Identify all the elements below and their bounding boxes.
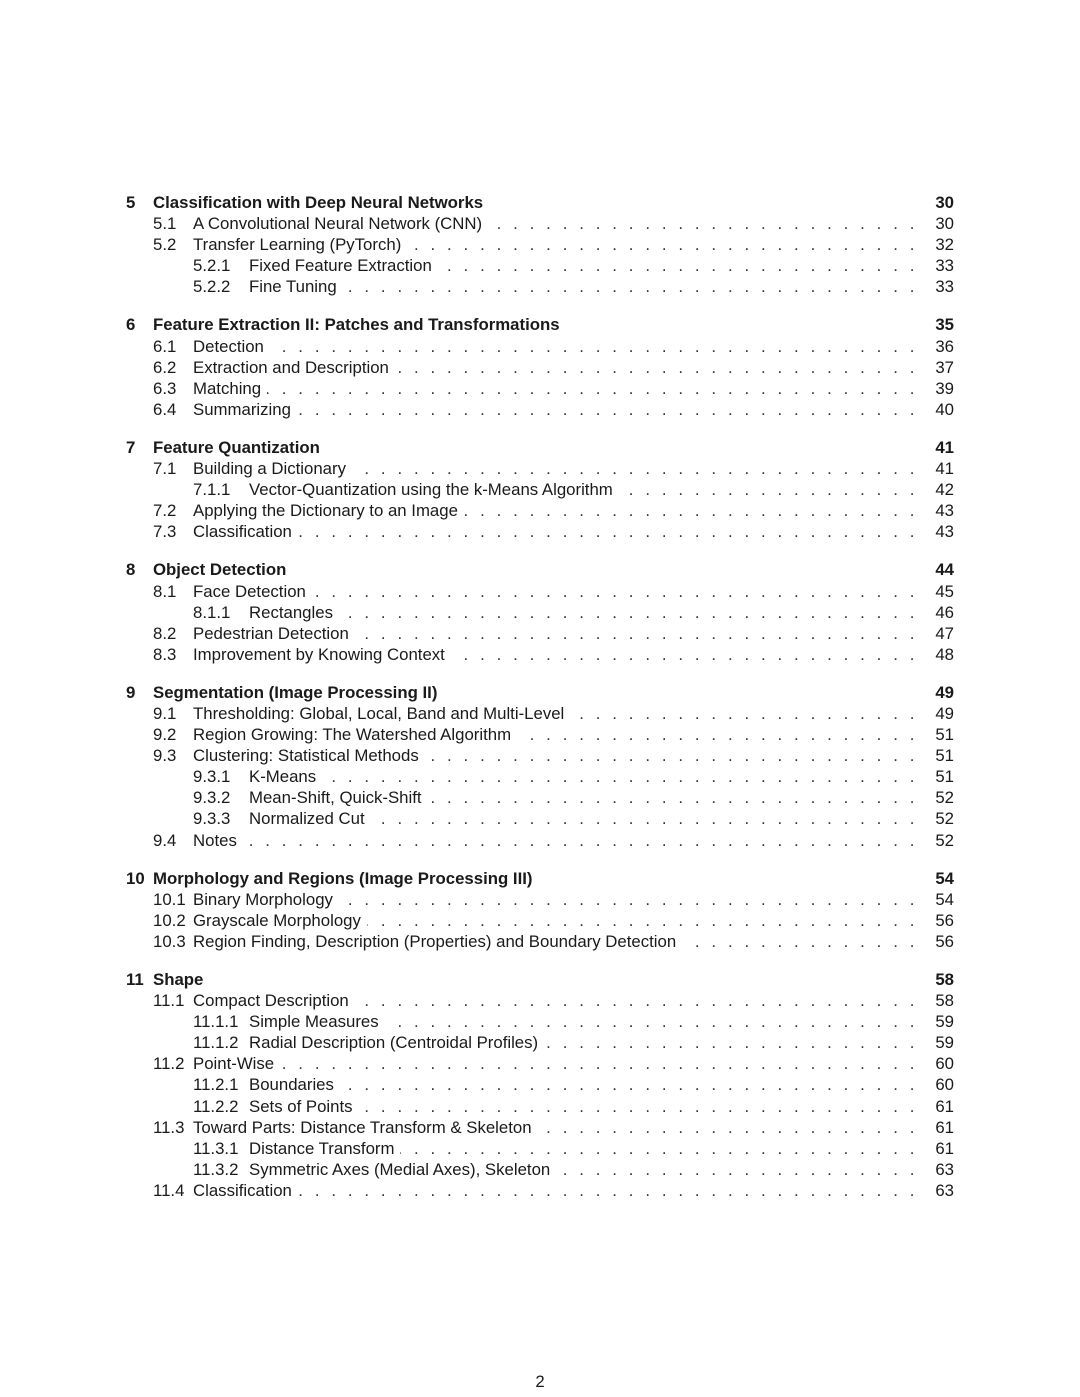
chapter-title: Object Detection — [153, 560, 287, 580]
entry-page: 61 — [935, 1138, 954, 1158]
dot-leader — [407, 234, 918, 255]
entry-title: Point-Wise — [193, 1054, 275, 1074]
entry-number: 6.4 — [153, 399, 177, 419]
dot-leader — [297, 399, 918, 420]
entry-page: 60 — [935, 1075, 954, 1095]
dot-leader — [395, 357, 918, 378]
toc-section[interactable] — [126, 1117, 954, 1138]
entry-page: 51 — [935, 746, 954, 766]
chapter-page: 49 — [935, 682, 954, 702]
entry-number: 11.3.1 — [193, 1138, 239, 1158]
toc-subsection[interactable] — [126, 255, 954, 276]
toc-chapter — [126, 969, 954, 1201]
dot-leader — [352, 458, 918, 479]
entry-title: Region Finding, Description (Properties) and Boundary Detection — [193, 931, 677, 951]
entry-page: 46 — [935, 602, 954, 622]
toc-subsection[interactable] — [126, 1159, 954, 1180]
entry-page: 59 — [935, 1012, 954, 1032]
dot-leader — [243, 830, 918, 851]
entry-title: Sets of Points — [249, 1096, 353, 1116]
chapter-number: 5 — [126, 193, 136, 212]
entry-page: 51 — [935, 767, 954, 787]
entry-page: 37 — [935, 357, 954, 377]
toc-chapter-heading[interactable] — [126, 969, 954, 990]
entry-title: Vector-Quantization using the k-Means Algorithm — [249, 480, 613, 500]
toc-section[interactable] — [126, 357, 954, 378]
dot-leader — [343, 276, 918, 297]
entry-page: 58 — [935, 991, 954, 1011]
dot-leader — [570, 703, 918, 724]
entry-number: 6.2 — [153, 357, 177, 377]
toc-chapter — [126, 314, 954, 419]
entry-title: Normalized Cut — [249, 809, 365, 829]
entry-number: 10.2 — [153, 910, 186, 930]
entry-page: 54 — [935, 889, 954, 909]
entry-number: 11.4 — [153, 1180, 185, 1200]
entry-title: Grayscale Morphology — [193, 910, 361, 930]
entry-page: 32 — [935, 235, 954, 255]
entry-title: Face Detection — [193, 581, 306, 601]
chapter-title: Morphology and Regions (Image Processing III) — [153, 868, 533, 888]
chapter-page: 30 — [935, 193, 954, 212]
entry-title: K-Means — [249, 767, 317, 787]
entry-number: 7.1 — [153, 459, 177, 479]
entry-number: 7.2 — [153, 501, 177, 521]
toc-section[interactable] — [126, 213, 954, 234]
entry-title: Detection — [193, 336, 264, 356]
dot-leader — [385, 1011, 918, 1032]
entry-page: 48 — [935, 644, 954, 664]
entry-number: 6.1 — [153, 336, 177, 356]
entry-number: 8.2 — [153, 623, 177, 643]
entry-page: 47 — [935, 623, 954, 643]
toc-section[interactable] — [126, 234, 954, 255]
dot-leader — [538, 1117, 918, 1138]
dot-leader — [517, 724, 918, 745]
entry-page: 61 — [935, 1096, 954, 1116]
dot-leader — [682, 931, 918, 952]
entry-page: 52 — [935, 788, 954, 808]
toc-section[interactable] — [126, 990, 954, 1011]
toc-section[interactable] — [126, 378, 954, 399]
toc-section[interactable] — [126, 1053, 954, 1074]
dot-leader — [270, 336, 918, 357]
entry-number: 11.1.2 — [193, 1033, 239, 1053]
entry-page: 63 — [935, 1180, 954, 1200]
entry-number: 11.3 — [153, 1117, 185, 1137]
chapter-number: 10 — [126, 868, 145, 888]
toc-chapter-heading[interactable] — [126, 314, 954, 335]
toc-subsection[interactable] — [126, 766, 954, 787]
entry-title: Symmetric Axes (Medial Axes), Skeleton — [249, 1159, 551, 1179]
toc-chapter-heading[interactable] — [126, 437, 954, 458]
entry-number: 9.3.2 — [193, 788, 231, 808]
entry-title: A Convolutional Neural Network (CNN) — [193, 214, 483, 234]
dot-leader — [298, 521, 918, 542]
entry-page: 56 — [935, 910, 954, 930]
toc-section[interactable] — [126, 623, 954, 644]
entry-title: Binary Morphology — [193, 889, 333, 909]
entry-page: 52 — [935, 830, 954, 850]
entry-title: Classification — [193, 522, 292, 542]
entry-number: 7.3 — [153, 522, 177, 542]
toc-chapter — [126, 559, 954, 664]
page-number: 2 — [535, 1372, 545, 1391]
entry-number: 11.2.2 — [193, 1096, 239, 1116]
entry-number: 11.1.1 — [193, 1012, 239, 1032]
dot-leader — [355, 990, 918, 1011]
entry-number: 8.3 — [153, 644, 177, 664]
chapter-number: 8 — [126, 560, 136, 580]
dot-leader — [359, 1096, 918, 1117]
dot-leader — [367, 910, 918, 931]
toc-section[interactable] — [126, 745, 954, 766]
entry-title: Boundaries — [249, 1075, 334, 1095]
toc-section[interactable] — [126, 910, 954, 931]
entry-title: Applying the Dictionary to an Image — [193, 501, 458, 521]
entry-page: 45 — [935, 581, 954, 601]
entry-title: Building a Dictionary — [193, 459, 346, 479]
entry-page: 40 — [935, 399, 954, 419]
entry-page: 61 — [935, 1117, 954, 1137]
entry-title: Rectangles — [249, 602, 333, 622]
dot-leader — [280, 1053, 918, 1074]
entry-number: 5.2 — [153, 235, 177, 255]
dot-leader — [339, 889, 918, 910]
entry-number: 10.3 — [153, 931, 186, 951]
entry-title: Transfer Learning (PyTorch) — [193, 235, 402, 255]
toc-subsection[interactable] — [126, 276, 954, 297]
chapter-number: 9 — [126, 682, 136, 702]
entry-number: 9.3 — [153, 746, 177, 766]
dot-leader — [488, 213, 918, 234]
toc-subsection[interactable] — [126, 1074, 954, 1095]
dot-leader — [339, 602, 918, 623]
toc-chapter-heading[interactable] — [126, 682, 954, 703]
entry-page: 59 — [935, 1033, 954, 1053]
entry-page: 51 — [935, 725, 954, 745]
toc-subsection[interactable] — [126, 479, 954, 500]
toc-chapter-heading[interactable] — [126, 868, 954, 889]
toc-chapter — [126, 437, 954, 542]
chapter-page: 35 — [935, 315, 954, 335]
entry-page: 41 — [935, 459, 954, 479]
dot-leader — [451, 644, 918, 665]
dot-leader — [619, 479, 918, 500]
entry-title: Matching — [193, 378, 262, 398]
toc-section[interactable] — [126, 399, 954, 420]
toc-subsection[interactable] — [126, 1138, 954, 1159]
dot-leader — [464, 500, 918, 521]
toc-section[interactable] — [126, 1180, 954, 1201]
entry-title: Thresholding: Global, Local, Band and Multi-Level — [193, 703, 565, 723]
toc-chapter — [126, 192, 954, 297]
entry-title: Improvement by Knowing Context — [193, 644, 445, 664]
toc-section[interactable] — [126, 458, 954, 479]
entry-page: 43 — [935, 522, 954, 542]
dot-leader — [425, 745, 918, 766]
entry-page: 60 — [935, 1054, 954, 1074]
entry-page: 49 — [935, 703, 954, 723]
toc-subsection[interactable] — [126, 808, 954, 829]
entry-number: 10.1 — [153, 889, 186, 909]
entry-title: Clustering: Statistical Methods — [193, 746, 419, 766]
entry-number: 11.1 — [153, 991, 185, 1011]
toc-subsection[interactable] — [126, 1032, 954, 1053]
dot-leader — [371, 808, 918, 829]
entry-number: 5.2.2 — [193, 277, 231, 297]
dot-leader — [322, 766, 918, 787]
entry-page: 33 — [935, 256, 954, 276]
chapter-title: Feature Quantization — [153, 437, 320, 457]
entry-title: Region Growing: The Watershed Algorithm — [193, 725, 512, 745]
entry-title: Mean-Shift, Quick-Shift — [249, 788, 422, 808]
entry-number: 8.1 — [153, 581, 177, 601]
chapter-page: 44 — [935, 560, 954, 580]
toc-section[interactable] — [126, 931, 954, 952]
entry-title: Fixed Feature Extraction — [249, 256, 432, 276]
toc-subsection[interactable] — [126, 602, 954, 623]
toc-chapter-heading[interactable] — [126, 559, 954, 580]
entry-number: 6.3 — [153, 378, 177, 398]
toc-section[interactable] — [126, 703, 954, 724]
dot-leader — [340, 1074, 918, 1095]
entry-title: Compact Description — [193, 991, 349, 1011]
entry-page: 52 — [935, 809, 954, 829]
entry-page: 33 — [935, 277, 954, 297]
entry-page: 36 — [935, 336, 954, 356]
toc-chapter-heading[interactable] — [126, 192, 954, 213]
entry-number: 5.2.1 — [193, 256, 231, 276]
dot-leader — [400, 1138, 918, 1159]
chapter-number: 7 — [126, 437, 136, 457]
toc-subsection[interactable] — [126, 1011, 954, 1032]
chapter-title: Feature Extraction II: Patches and Transformations — [153, 315, 560, 335]
entry-number: 11.2.1 — [193, 1075, 239, 1095]
entry-title: Extraction and Description — [193, 357, 389, 377]
entry-number: 7.1.1 — [193, 480, 231, 500]
entry-number: 9.3.3 — [193, 809, 231, 829]
toc-section[interactable] — [126, 500, 954, 521]
entry-page: 30 — [935, 214, 954, 234]
dot-leader — [267, 378, 918, 399]
entry-page: 39 — [935, 378, 954, 398]
dot-leader — [544, 1032, 918, 1053]
toc-section[interactable] — [126, 724, 954, 745]
chapter-page: 41 — [935, 437, 954, 457]
entry-page: 56 — [935, 931, 954, 951]
toc-section[interactable] — [126, 644, 954, 665]
entry-number: 11.2 — [153, 1054, 185, 1074]
entry-number: 9.4 — [153, 830, 177, 850]
toc-section[interactable] — [126, 581, 954, 602]
dot-leader — [312, 581, 918, 602]
dot-leader — [355, 623, 918, 644]
entry-number: 11.3.2 — [193, 1159, 239, 1179]
chapter-page: 58 — [935, 970, 954, 989]
chapter-title: Shape — [153, 970, 204, 989]
entry-number: 9.1 — [153, 703, 177, 723]
toc-section[interactable] — [126, 889, 954, 910]
entry-title: Simple Measures — [249, 1012, 379, 1032]
entry-title: Fine Tuning — [249, 277, 337, 297]
chapter-number: 6 — [126, 315, 136, 335]
entry-page: 42 — [935, 480, 954, 500]
toc-section[interactable] — [126, 521, 954, 542]
entry-title: Distance Transform — [249, 1138, 395, 1158]
chapter-number: 11 — [126, 970, 144, 989]
entry-number: 8.1.1 — [193, 602, 231, 622]
toc-subsection[interactable] — [126, 1096, 954, 1117]
toc-subsection[interactable] — [126, 787, 954, 808]
entry-title: Radial Description (Centroidal Profiles) — [249, 1033, 539, 1053]
entry-number: 9.2 — [153, 725, 177, 745]
table-of-contents — [126, 192, 954, 1218]
dot-leader — [298, 1180, 918, 1201]
chapter-page: 54 — [935, 868, 954, 888]
toc-section[interactable] — [126, 336, 954, 357]
toc-section[interactable] — [126, 830, 954, 851]
dot-leader — [556, 1159, 918, 1180]
entry-number: 9.3.1 — [193, 767, 231, 787]
entry-page: 43 — [935, 501, 954, 521]
toc-chapter — [126, 682, 954, 851]
chapter-title: Segmentation (Image Processing II) — [153, 682, 438, 702]
toc-chapter — [126, 868, 954, 952]
entry-title: Notes — [193, 830, 237, 850]
entry-number: 5.1 — [153, 214, 177, 234]
entry-title: Summarizing — [193, 399, 291, 419]
chapter-title: Classification with Deep Neural Networks — [153, 193, 484, 212]
entry-title: Pedestrian Detection — [193, 623, 349, 643]
entry-page: 63 — [935, 1159, 954, 1179]
dot-leader — [438, 255, 918, 276]
dot-leader — [428, 787, 918, 808]
entry-title: Toward Parts: Distance Transform & Skeleton — [193, 1117, 532, 1137]
entry-title: Classification — [193, 1180, 292, 1200]
